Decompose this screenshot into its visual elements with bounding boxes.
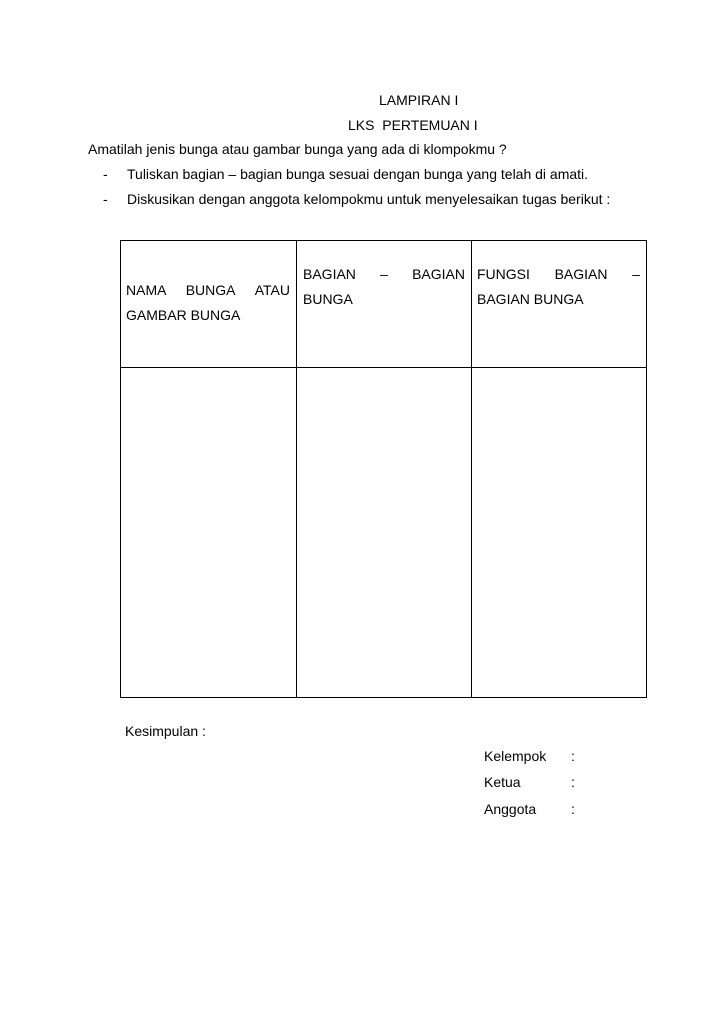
col2-word: BAGIAN — [303, 266, 356, 282]
page-title: LAMPIRAN I — [379, 92, 459, 108]
col1-word: NAMA — [126, 282, 167, 298]
col3-header-line1 — [477, 266, 640, 282]
table-col-divider-1 — [296, 240, 297, 698]
signature-colon: : — [571, 774, 575, 790]
col3-word: BAGIAN — [554, 266, 608, 282]
signature-colon: : — [571, 801, 575, 817]
bullet-dash: - — [103, 166, 108, 182]
signature-label-kelompok: Kelempok — [484, 748, 547, 764]
table-border-left — [120, 240, 121, 698]
conclusion-label: Kesimpulan : — [125, 723, 206, 739]
col1-word: BUNGA — [185, 282, 236, 298]
intro-text: Amatilah jenis bunga atau gambar bunga yang ada di klompokmu ? — [88, 141, 507, 157]
col3-word: FUNGSI — [477, 266, 530, 282]
bullet-text: Diskusikan dengan anggota kelompokmu untuk menyelesaikan tugas berikut : — [127, 191, 611, 207]
col2-header-line1 — [303, 266, 465, 282]
col1-header-line1 — [126, 282, 290, 298]
table-border-right — [646, 240, 647, 698]
signature-label-anggota: Anggota — [484, 801, 537, 817]
col1-word: ATAU — [254, 282, 290, 298]
table-border-top — [120, 240, 647, 241]
col2-header-line2: BUNGA — [303, 291, 353, 307]
col1-header-line2: GAMBAR BUNGA — [126, 307, 241, 323]
col3-header-line2: BAGIAN BUNGA — [477, 291, 584, 307]
signature-colon: : — [571, 748, 575, 764]
table-border-bottom — [120, 697, 647, 698]
col2-word: BAGIAN — [412, 266, 465, 282]
table-row-divider — [120, 367, 647, 368]
col3-word: – — [632, 266, 640, 282]
table-col-divider-2 — [471, 240, 472, 698]
signature-label-ketua: Ketua — [484, 774, 521, 790]
bullet-text: Tuliskan bagian – bagian bunga sesuai dengan bunga yang telah di amati. — [127, 166, 589, 182]
page-subtitle: LKS PERTEMUAN I — [348, 117, 478, 133]
bullet-dash: - — [103, 191, 108, 207]
col2-word: – — [380, 266, 388, 282]
